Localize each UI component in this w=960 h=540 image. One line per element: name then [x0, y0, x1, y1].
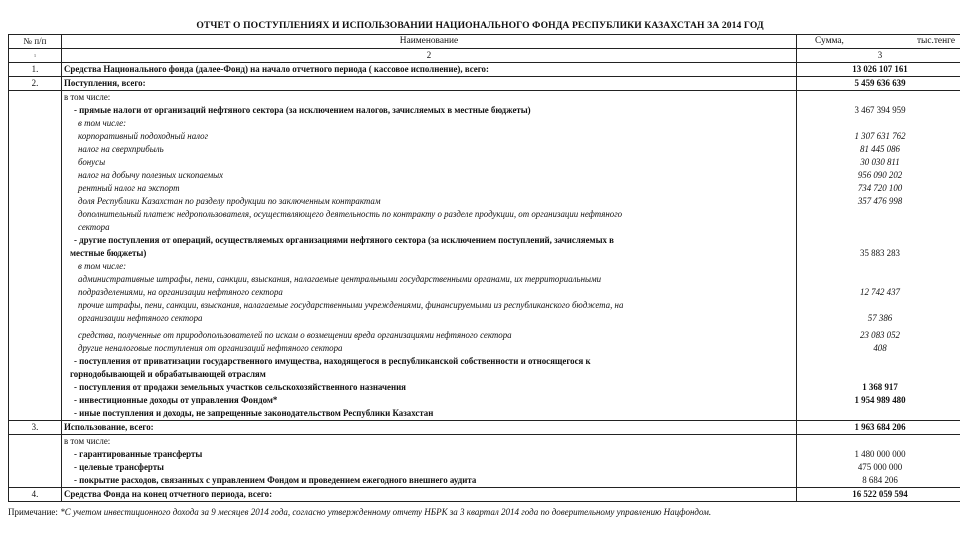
- row-name-r2b1-l1: административные штрафы, пени, санкции, взыскания, налагаемые центральными государственными органами, их территориальными: [78, 274, 602, 284]
- row-name-r2a4: налог на добычу полезных ископаемых: [78, 170, 224, 180]
- row-name-r2a3: бонусы: [78, 157, 106, 167]
- row-name-r2f: - иные поступления и доходы, не запрещенные законодательством Республики Казахстан: [74, 408, 434, 418]
- sum-r2b4: 408: [873, 343, 887, 353]
- row-name-r2a1: корпоративный подоходный налог: [78, 131, 209, 141]
- row-name: Средства Национального фонда (далее-Фонд) на начало отчетного периода ( кассовое исполнение), всего:: [62, 63, 797, 77]
- row-name: [62, 91, 797, 421]
- row-sum: [797, 435, 960, 488]
- row-name-r2a2: налог на сверхприбыль: [78, 144, 164, 154]
- sum-r2b3: 23 083 052: [860, 330, 900, 340]
- row-name-r2a6: доля Республики Казахстан по разделу продукции по заключенным контрактам: [78, 196, 381, 206]
- report-title: ОТЧЕТ О ПОСТУПЛЕНИЯХ И ИСПОЛЬЗОВАНИИ НАЦИОНАЛЬНОГО ФОНДА РЕСПУБЛИКИ КАЗАХСТАН ЗА 2014 ГОД: [196, 20, 764, 31]
- row-num: 1.: [9, 63, 62, 77]
- incl-label: в том числе:: [64, 92, 111, 102]
- table-row: [9, 91, 960, 421]
- sum-r2b: 35 883 283: [860, 248, 900, 258]
- row-name-r3b: - целевые трансферты: [74, 462, 164, 472]
- row-name-r2b2-l2: организации нефтяного сектора: [78, 313, 203, 323]
- row-name-r3c: - покрытие расходов, связанных с управлением Фондом и проведением ежегодного внешнего аудита: [74, 475, 477, 485]
- footnote: [8, 507, 711, 517]
- sum-r2a6: 357 476 998: [857, 196, 903, 206]
- header-sum-unit: тыс.тенге: [916, 36, 955, 46]
- row-num: 2.: [9, 77, 62, 91]
- row-name-r2e: - инвестиционные доходы от управления Фондом*: [74, 395, 278, 405]
- row-name-r2c-l2: горнодобывающей и обрабатывающей отраслям: [70, 369, 266, 379]
- row-name-r2b4: другие неналоговые поступления от организаций нефтяного сектора: [78, 343, 343, 353]
- row-name-r2a7-l1: дополнительный платеж недропользователя, осуществляющего деятельность по контракту о разделе продукции, от организации нефтяного: [78, 209, 623, 219]
- sum-r2a1: 1 307 631 762: [854, 131, 906, 141]
- sum-r2b1: 12 742 437: [860, 287, 900, 297]
- row-name-r2b2-l1: прочие штрафы, пени, санкции, взыскания, налагаемые государственными учреждениями, финансируемыми из республиканского бюджета, на: [78, 300, 624, 310]
- header-sum-label: Сумма,: [815, 36, 844, 46]
- row-name: [62, 435, 797, 488]
- row-name-r2c-l1: - поступления от приватизации государственного имущества, находящегося в республиканской собственности и относящегося к: [74, 356, 591, 366]
- row-name-r3a: - гарантированные трансферты: [74, 449, 203, 459]
- sum-r3b: 475 000 000: [857, 462, 903, 472]
- row-sum: 5 459 636 639: [797, 77, 960, 91]
- sum-r2e: 1 954 989 480: [854, 395, 906, 405]
- header-num: № п/п: [9, 35, 62, 49]
- row-name: Использование, всего:: [62, 421, 797, 435]
- row-sum: 16 522 059 594: [797, 488, 960, 502]
- sum-r3c: 8 684 206: [862, 475, 898, 485]
- row-name: Поступления, всего:: [62, 77, 797, 91]
- row-name: Средства Фонда на конец отчетного периода, всего:: [62, 488, 797, 502]
- sum-r2a: 3 467 394 959: [854, 105, 906, 115]
- header-sum: [797, 35, 960, 49]
- sum-r3a: 1 480 000 000: [854, 449, 906, 459]
- sum-r2d: 1 368 917: [862, 382, 898, 392]
- row-num: 4.: [9, 488, 62, 502]
- table-row: [9, 435, 960, 488]
- row-name-r2b3: средства, полученные от природопользователей по искам о возмещении вреда организациями нефтяного сектора: [78, 330, 512, 340]
- table-header-row: [9, 35, 960, 49]
- header-name: Наименование: [62, 35, 797, 49]
- footnote-text: *С учетом инвестиционного дохода за 9 месяцев 2014 года, согласно утвержденному отчету НБРК за 3 квартал 2014 года по доверительному управлению Нацфондом.: [60, 507, 712, 517]
- incl-label: в том числе:: [78, 118, 127, 128]
- row-sum: 13 026 107 161: [797, 63, 960, 77]
- table-row: [9, 77, 960, 91]
- row-name-r2a: - прямые налоги от организаций нефтяного сектора (за исключением налогов, зачисляемых в местные бюджеты): [74, 105, 531, 115]
- sum-r2a4: 956 090 202: [857, 170, 903, 180]
- sum-r2b2: 57 386: [867, 313, 893, 323]
- footnote-label: Примечание:: [8, 507, 58, 517]
- index-1: 1: [9, 49, 62, 63]
- sum-r2a5: 734 720 100: [857, 183, 903, 193]
- row-name-r2b-l1: - другие поступления от операций, осуществляемых организациями нефтяного сектора (за исключением поступлений, зачисляемых в: [74, 235, 614, 245]
- row-sum: [797, 91, 960, 421]
- sum-r2a2: 81 445 086: [860, 144, 900, 154]
- column-index-row: [9, 49, 960, 63]
- row-name-r2b-l2: местные бюджеты): [70, 248, 147, 258]
- sum-r2a3: 30 030 811: [860, 157, 900, 167]
- row-name-r2a7-l2: сектора: [78, 222, 110, 232]
- table-row: [9, 63, 960, 77]
- row-name-r2d: - поступления от продажи земельных участков сельскохозяйственного назначения: [74, 382, 406, 392]
- index-2: 2: [62, 49, 797, 63]
- incl-label: в том числе:: [78, 261, 127, 271]
- row-name-r2a5: рентный налог на экспорт: [78, 183, 180, 193]
- row-num: 3.: [9, 421, 62, 435]
- report-table: [8, 34, 960, 502]
- row-name-r2b1-l2: подразделениями, на организации нефтяного сектора: [78, 287, 283, 297]
- table-row: [9, 421, 960, 435]
- row-sum: 1 963 684 206: [797, 421, 960, 435]
- index-3: 3: [797, 49, 960, 63]
- incl-label: в том числе:: [64, 436, 111, 446]
- table-row: [9, 488, 960, 502]
